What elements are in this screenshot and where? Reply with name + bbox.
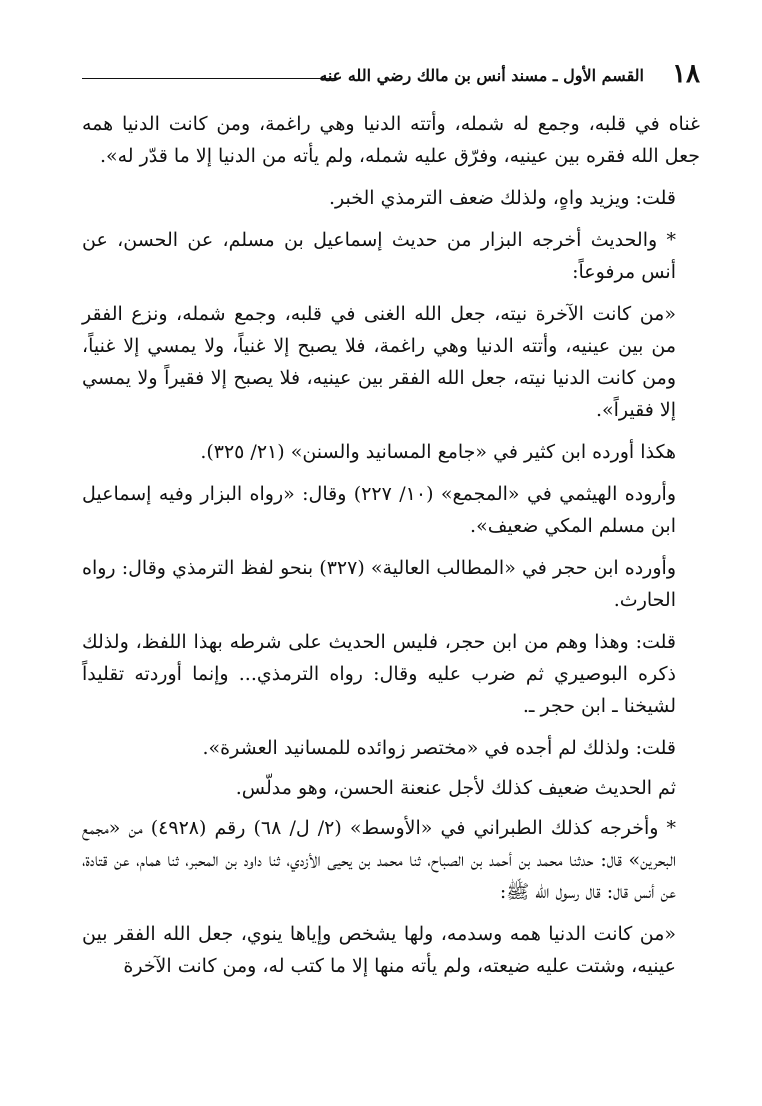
paragraph-continuation: غناه في قلبه، وجمع له شمله، وأتته الدنيا وهي راغمة، ومن كانت الدنيا همه جعل الله فقره بين عينيه، وفرّق عليه شمله، ولم يأته من الدنيا إلا ما قدّر له». [82,113,700,167]
paragraph-ibn-hajar: وأورده ابن حجر في «المطالب العالية» (٣٢٧) بنحو لفظ الترمذي وقال: رواه الحارث. [82,557,676,611]
header-rule [82,78,340,79]
paragraph-hadith-quote: «من كانت الآخرة نيته، جعل الله الغنى في قلبه، وجمع شمله، ونزع الفقر من بين عينيه، وأتته الدنيا وهي راغمة، فلا يصبح إلا غنياً، ولا يمسي إلا غنياً، ومن كانت الدنيا نيته، جعل الله الفقر بين عينيه، فلا يصبح إلا فقيراً ولا يمسي إلا فقيراً». [82,303,676,421]
paragraph-mukhtasar: قلت: ولذلك لم أجده في «مختصر زوائده للمسانيد العشرة». [202,737,676,759]
paragraph-note: قلت: ويزيد واهٍ، ولذلك ضعف الترمذي الخبر. [328,187,676,209]
paragraph-tabarani: * وأخرجه كذلك الطبراني في «الأوسط» (٢/ ل/ ٦٨) رقم (٤٩٢٨) من «مجمع البحرين» قال: حدثنا محمد بن أحمد بن الصباح، ثنا محمد بن يحيى الأزدي، ثنا داود بن المحبر، ثنا همام، عن قتادة، عن أنس قال: قال رسول الله ﷺ: [82,817,676,903]
page-header [82,58,700,94]
paragraph-critique: قلت: وهذا وهم من ابن حجر، فليس الحديث على شرطه بهذا اللفظ، ولذلك ذكره البوصيري ثم ضرب عليه وقال: رواه الترمذي... وإنما أوردته تقليداً لشيخنا ـ ابن حجر ـ. [82,631,676,717]
paragraph-ibn-kathir: هكذا أورده ابن كثير في «جامع المسانيد والسنن» (٢١/ ٣٢٥). [200,441,676,463]
page-body [82,108,700,992]
running-title: القسم الأول ـ مسند أنس بن مالك رضي الله عنه [319,66,644,85]
paragraph-haythami: وأروده الهيثمي في «المجمع» (١٠/ ٢٢٧) وقال: «رواه البزار وفيه إسماعيل ابن مسلم المكي ضعيف». [82,483,676,537]
paragraph-tabarani-quote: «من كانت الدنيا همه وسدمه، ولها يشخص وإياها ينوي، جعل الله الفقر بين عينيه، وشتت عليه ضيعته، ولم يأته منها إلا ما كتب له، ومن كانت الآخرة [82,923,676,977]
paragraph-bazzar: * والحديث أخرجه البزار من حديث إسماعيل بن مسلم، عن الحسن، عن أنس مرفوعاً: [82,229,676,283]
paragraph-tadlis: ثم الحديث ضعيف كذلك لأجل عنعنة الحسن، وهو مدلّس. [235,777,676,799]
page-number: ١٨ [672,59,700,89]
